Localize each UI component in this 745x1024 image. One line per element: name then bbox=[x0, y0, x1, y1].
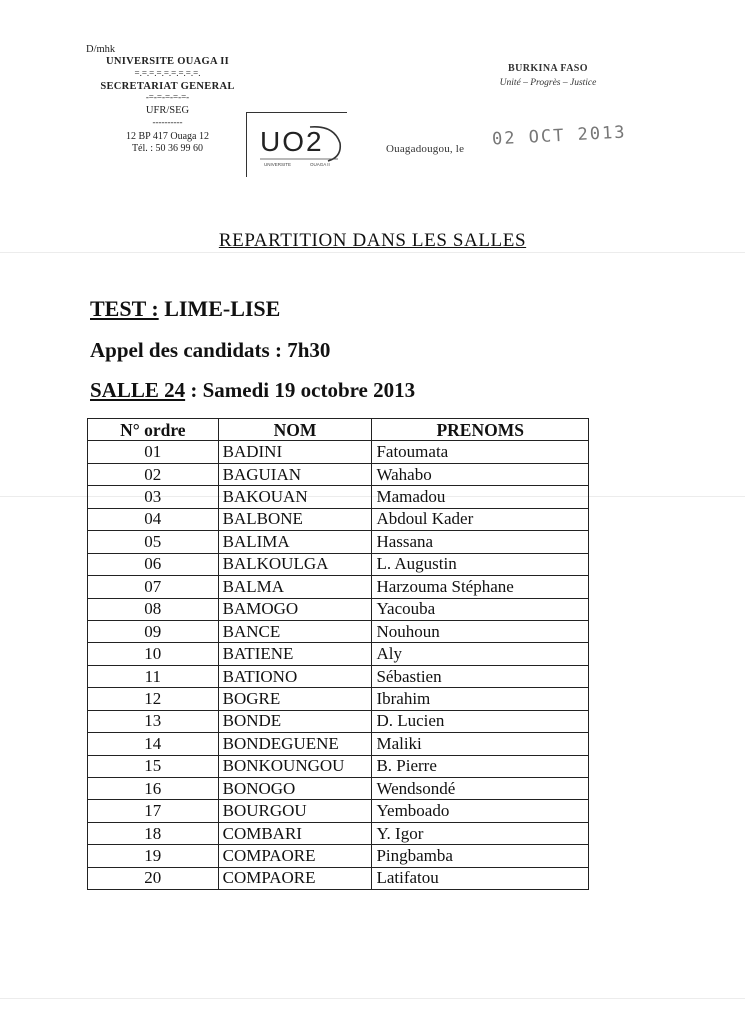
table-row bbox=[88, 867, 589, 889]
cell-first-names: Ibrahim bbox=[372, 688, 589, 710]
cell-order-number: 03 bbox=[88, 486, 219, 508]
test-label: TEST : bbox=[90, 296, 159, 321]
cell-first-names: Aly bbox=[372, 643, 589, 665]
cell-first-names: Fatoumata bbox=[372, 441, 589, 463]
cell-last-name: COMPAORE bbox=[218, 867, 372, 889]
cell-last-name: COMBARI bbox=[218, 822, 372, 844]
cell-order-number: 02 bbox=[88, 463, 219, 485]
table-row bbox=[88, 755, 589, 777]
table-row bbox=[88, 553, 589, 575]
cell-first-names: Y. Igor bbox=[372, 822, 589, 844]
cell-first-names: B. Pierre bbox=[372, 755, 589, 777]
scan-artifact-line bbox=[0, 252, 745, 253]
cell-last-name: BAMOGO bbox=[218, 598, 372, 620]
date-stamp: 02 OCT 2013 bbox=[491, 122, 628, 150]
room-label: SALLE 24 bbox=[90, 378, 186, 402]
document-title: REPARTITION DANS LES SALLES bbox=[218, 230, 527, 251]
letterhead-right bbox=[468, 62, 628, 90]
cell-first-names: L. Augustin bbox=[372, 553, 589, 575]
table-row bbox=[88, 778, 589, 800]
table-body bbox=[88, 441, 589, 890]
table-row bbox=[88, 688, 589, 710]
logo-text: UO2 bbox=[260, 126, 324, 157]
cell-last-name: BANCE bbox=[218, 620, 372, 642]
table-header-row bbox=[88, 419, 589, 441]
postal-address: 12 BP 417 Ouaga 12 bbox=[126, 130, 209, 142]
cell-order-number: 18 bbox=[88, 822, 219, 844]
cell-order-number: 20 bbox=[88, 867, 219, 889]
cell-first-names: Latifatou bbox=[372, 867, 589, 889]
table-row bbox=[88, 710, 589, 732]
column-header-name: NOM bbox=[218, 419, 372, 441]
cell-order-number: 10 bbox=[88, 643, 219, 665]
logo-ring-text-left: UNIVERSITE bbox=[264, 162, 292, 167]
table-row bbox=[88, 598, 589, 620]
table-row bbox=[88, 441, 589, 463]
cell-order-number: 17 bbox=[88, 800, 219, 822]
candidate-table bbox=[87, 418, 589, 890]
test-value: LIME-LISE bbox=[158, 296, 281, 321]
logo-ring-text-right: OUAGA II bbox=[310, 162, 330, 167]
country-motto: Unité – Progrès – Justice bbox=[499, 78, 597, 88]
cell-first-names: D. Lucien bbox=[372, 710, 589, 732]
cell-order-number: 09 bbox=[88, 620, 219, 642]
cell-first-names: Hassana bbox=[372, 531, 589, 553]
cell-first-names: Yemboado bbox=[372, 800, 589, 822]
cell-order-number: 05 bbox=[88, 531, 219, 553]
table-row bbox=[88, 733, 589, 755]
table-row bbox=[88, 800, 589, 822]
table-row bbox=[88, 531, 589, 553]
column-header-order: N° ordre bbox=[88, 419, 219, 441]
cell-first-names: Wahabo bbox=[372, 463, 589, 485]
table-row bbox=[88, 643, 589, 665]
cell-first-names: Maliki bbox=[372, 733, 589, 755]
cell-last-name: BAGUIAN bbox=[218, 463, 372, 485]
separator: =.=.=.=.=.=.=.=.=. bbox=[134, 67, 201, 78]
cell-order-number: 14 bbox=[88, 733, 219, 755]
cell-last-name: BATIONO bbox=[218, 665, 372, 687]
phone-number: Tél. : 50 36 99 60 bbox=[131, 142, 204, 154]
cell-last-name: COMPAORE bbox=[218, 845, 372, 867]
cell-order-number: 12 bbox=[88, 688, 219, 710]
cell-order-number: 06 bbox=[88, 553, 219, 575]
cell-last-name: BONKOUNGOU bbox=[218, 755, 372, 777]
table-row bbox=[88, 845, 589, 867]
separator: ---------- bbox=[152, 116, 183, 127]
table-row bbox=[88, 486, 589, 508]
cell-last-name: BALBONE bbox=[218, 508, 372, 530]
cell-first-names: Yacouba bbox=[372, 598, 589, 620]
cell-last-name: BONDE bbox=[218, 710, 372, 732]
cell-first-names: Nouhoun bbox=[372, 620, 589, 642]
letterhead-left bbox=[60, 44, 275, 155]
ufr-name: UFR/SEG bbox=[145, 105, 190, 117]
reference-code: D/mhk bbox=[86, 44, 116, 55]
test-line bbox=[90, 296, 280, 322]
cell-order-number: 04 bbox=[88, 508, 219, 530]
cell-last-name: BALMA bbox=[218, 576, 372, 598]
cell-first-names: Harzouma Stéphane bbox=[372, 576, 589, 598]
cell-last-name: BALIMA bbox=[218, 531, 372, 553]
table-row bbox=[88, 508, 589, 530]
university-logo bbox=[258, 121, 348, 167]
table-row bbox=[88, 665, 589, 687]
table-row bbox=[88, 822, 589, 844]
table-row bbox=[88, 620, 589, 642]
country-name: BURKINA FASO bbox=[508, 63, 588, 74]
call-time-line: Appel des candidats : 7h30 bbox=[90, 338, 331, 362]
cell-order-number: 11 bbox=[88, 665, 219, 687]
cell-last-name: BAKOUAN bbox=[218, 486, 372, 508]
cell-last-name: BONDEGUENE bbox=[218, 733, 372, 755]
scan-artifact-line bbox=[0, 998, 745, 999]
place-label: Ouagadougou, le bbox=[386, 143, 465, 155]
table-row bbox=[88, 463, 589, 485]
secretariat-name: SECRETARIAT GENERAL bbox=[100, 80, 235, 92]
cell-last-name: BONOGO bbox=[218, 778, 372, 800]
cell-first-names: Mamadou bbox=[372, 486, 589, 508]
cell-last-name: BOGRE bbox=[218, 688, 372, 710]
cell-order-number: 08 bbox=[88, 598, 219, 620]
column-header-firstnames: PRENOMS bbox=[372, 419, 589, 441]
separator: -=-=-=-=-=- bbox=[145, 92, 190, 103]
cell-first-names: Pingbamba bbox=[372, 845, 589, 867]
cell-last-name: BALKOULGA bbox=[218, 553, 372, 575]
cell-order-number: 15 bbox=[88, 755, 219, 777]
cell-first-names: Abdoul Kader bbox=[372, 508, 589, 530]
cell-last-name: BADINI bbox=[218, 441, 372, 463]
cell-order-number: 19 bbox=[88, 845, 219, 867]
cell-first-names: Wendsondé bbox=[372, 778, 589, 800]
cell-order-number: 01 bbox=[88, 441, 219, 463]
cell-last-name: BATIENE bbox=[218, 643, 372, 665]
cell-order-number: 13 bbox=[88, 710, 219, 732]
cell-last-name: BOURGOU bbox=[218, 800, 372, 822]
university-name: UNIVERSITE OUAGA II bbox=[106, 56, 229, 67]
room-date: : Samedi 19 octobre 2013 bbox=[185, 378, 416, 402]
cell-first-names: Sébastien bbox=[372, 665, 589, 687]
room-line bbox=[90, 378, 415, 403]
cell-order-number: 07 bbox=[88, 576, 219, 598]
table-row bbox=[88, 576, 589, 598]
cell-order-number: 16 bbox=[88, 778, 219, 800]
